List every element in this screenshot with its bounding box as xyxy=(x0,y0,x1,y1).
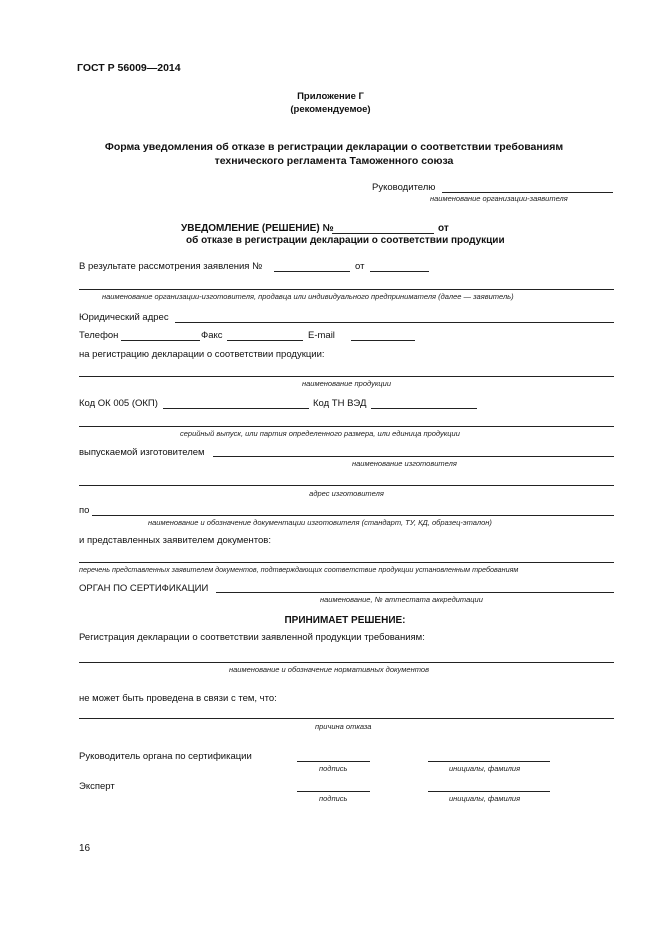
appendix-title: Приложение Г xyxy=(297,91,364,102)
decision-title: ПРИНИМАЕТ РЕШЕНИЕ: xyxy=(284,615,406,626)
registration-label: на регистрацию декларации о соответствии продукции: xyxy=(79,349,325,360)
refusal-label: не может быть проведена в связи с тем, что: xyxy=(79,693,277,704)
head-signature-line[interactable] xyxy=(297,761,370,762)
documentation-caption: наименование и обозначение документации изготовителя (стандарт, ТУ, КД, образец-эталон) xyxy=(148,518,492,527)
legal-address-line[interactable] xyxy=(175,322,614,323)
documents-caption: перечень представленных заявителем документов, подтверждающих соответствие продукции установленным требованиям xyxy=(79,565,519,574)
head-name-line[interactable] xyxy=(428,761,550,762)
tnved-line[interactable] xyxy=(371,408,477,409)
email-line[interactable] xyxy=(351,340,415,341)
documents-line[interactable] xyxy=(79,562,614,563)
product-caption: наименование продукции xyxy=(301,379,391,388)
fax-line[interactable] xyxy=(227,340,303,341)
batch-line[interactable] xyxy=(79,426,614,427)
application-from: от xyxy=(355,261,365,272)
expert-name-caption: инициалы, фамилия xyxy=(449,794,521,803)
expert-name-line[interactable] xyxy=(428,791,550,792)
decision-caption: наименование и обозначение нормативных документов xyxy=(229,665,429,674)
head-name-caption: инициалы, фамилия xyxy=(449,764,521,773)
application-date-line[interactable] xyxy=(370,271,429,272)
tnved-label: Код ТН ВЭД xyxy=(313,398,367,409)
phone-line[interactable] xyxy=(121,340,200,341)
manufacturer-line[interactable] xyxy=(213,456,614,457)
manufacturer-address-line[interactable] xyxy=(79,485,614,486)
expert-signature-line[interactable] xyxy=(297,791,370,792)
page-number: 16 xyxy=(79,843,91,854)
refusal-line[interactable] xyxy=(79,718,614,719)
form-title-line1: Форма уведомления об отказе в регистрации декларации о соответствии требованиям xyxy=(104,141,564,153)
applicant-line[interactable] xyxy=(79,289,614,290)
cert-body-line[interactable] xyxy=(216,592,614,593)
fax-label: Факс xyxy=(201,330,223,341)
standard-number: ГОСТ Р 56009—2014 xyxy=(77,62,181,74)
appendix-subtitle: (рекомендуемое) xyxy=(290,104,371,115)
addressee-caption: наименование организации-заявителя xyxy=(430,194,568,203)
form-title-line2: технического регламента Таможенного союза xyxy=(214,155,454,167)
head-signature-label: Руководитель органа по сертификации xyxy=(79,751,252,762)
manufacturer-label: выпускаемой изготовителем xyxy=(79,447,205,458)
manufacturer-address-caption: адрес изготовителя xyxy=(309,489,384,498)
okp-line[interactable] xyxy=(163,408,309,409)
notice-title: УВЕДОМЛЕНИЕ (РЕШЕНИЕ) № xyxy=(181,223,334,234)
cert-body-label: ОРГАН ПО СЕРТИФИКАЦИИ xyxy=(79,583,209,594)
notice-number-line[interactable] xyxy=(332,233,434,234)
applicant-caption: наименование организации-изготовителя, продавца или индивидуального предпринимателя (далее — заявитель) xyxy=(102,292,514,301)
head-signature-caption: подпись xyxy=(319,764,348,773)
expert-signature-caption: подпись xyxy=(319,794,348,803)
application-label: В результате рассмотрения заявления № xyxy=(79,261,263,272)
decision-text: Регистрация декларации о соответствии заявленной продукции требованиям: xyxy=(79,632,425,643)
decision-line[interactable] xyxy=(79,662,614,663)
notice-subtitle: об отказе в регистрации декларации о соответствии продукции xyxy=(186,235,505,246)
notice-from: от xyxy=(438,223,449,234)
product-line[interactable] xyxy=(79,376,614,377)
documents-label: и представленных заявителем документов: xyxy=(79,535,271,546)
cert-body-caption: наименование, № аттестата аккредитации xyxy=(320,595,483,604)
expert-signature-label: Эксперт xyxy=(79,781,115,792)
documentation-line[interactable] xyxy=(92,515,614,516)
okp-label: Код ОК 005 (ОКП) xyxy=(79,398,158,409)
addressee-line[interactable] xyxy=(442,192,613,193)
addressee-label: Руководителю xyxy=(372,182,436,193)
email-label: E-mail xyxy=(308,330,335,341)
refusal-caption: причина отказа xyxy=(315,722,372,731)
phone-label: Телефон xyxy=(79,330,119,341)
legal-address-label: Юридический адрес xyxy=(79,312,169,323)
batch-caption: серийный выпуск, или партия определенного размера, или единица продукции xyxy=(180,429,460,438)
application-number-line[interactable] xyxy=(274,271,350,272)
manufacturer-caption: наименование изготовителя xyxy=(352,459,457,468)
documentation-label: по xyxy=(79,505,90,516)
